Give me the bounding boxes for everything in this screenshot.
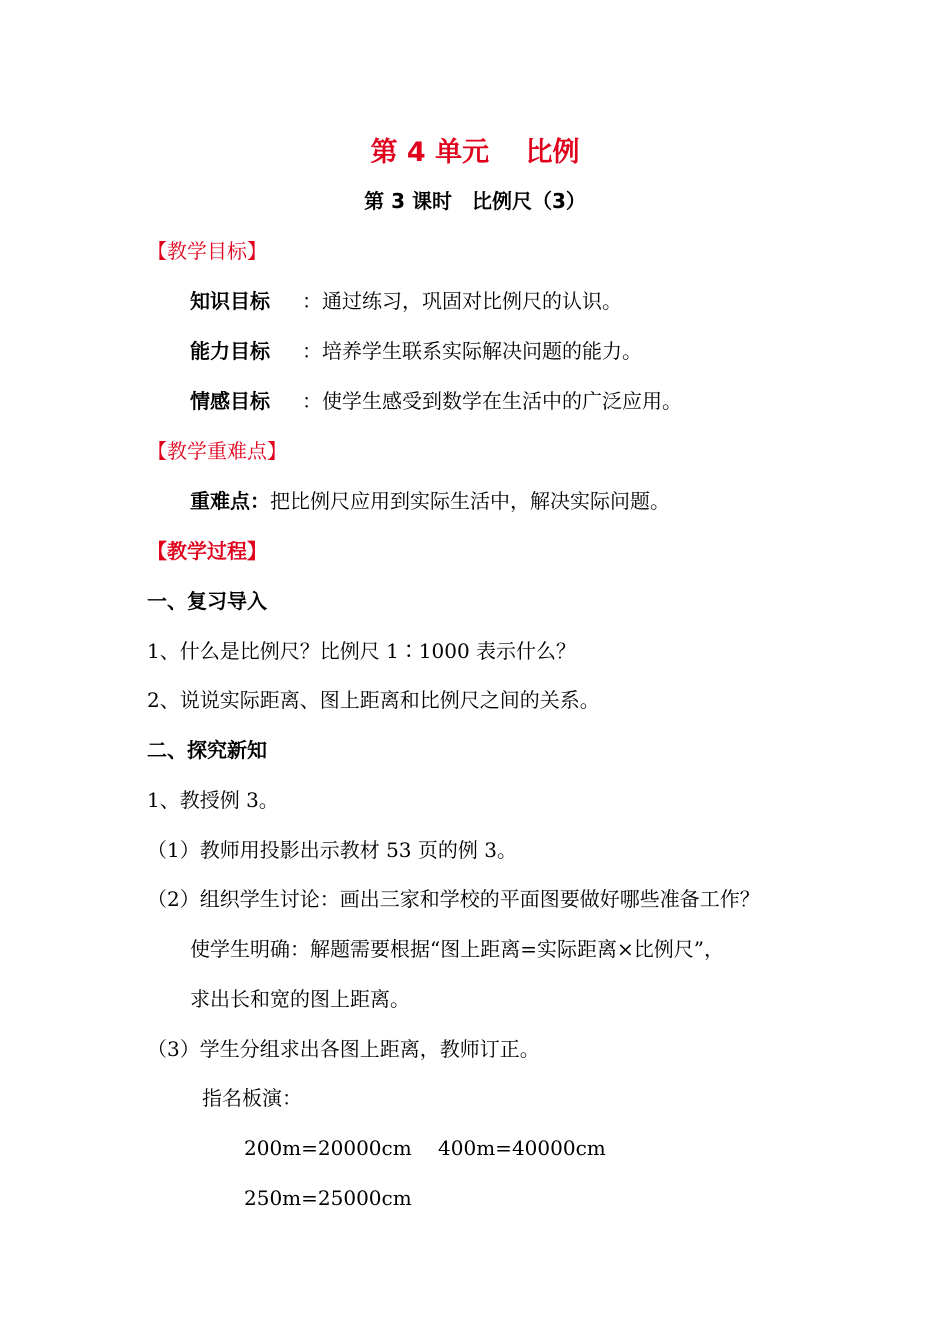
- goal-text: ：通过练习，巩固对比例尺的认识。: [302, 289, 622, 313]
- key-point-text: 把比例尺应用到实际生活中，解决实际问题。: [270, 489, 670, 513]
- step-detail: 求出长和宽的图上距离。: [190, 987, 410, 1011]
- goal-text: ：使学生感受到数学在生活中的广泛应用。: [302, 389, 682, 413]
- board-label: 指名板演：: [202, 1086, 302, 1110]
- section-objectives-heading: 【教学目标】: [147, 239, 267, 263]
- lesson-title: 第 3 课时 比例尺（3）: [364, 189, 586, 213]
- section-key-points-heading: 【教学重难点】: [147, 439, 287, 463]
- part1-heading: 一、复习导入: [147, 589, 267, 613]
- calc-line: 250m=25000cm: [244, 1186, 412, 1210]
- goal-text: ：培养学生联系实际解决问题的能力。: [302, 339, 642, 363]
- part1-item: 1、什么是比例尺？比例尺 1∶1000 表示什么？: [147, 639, 577, 663]
- unit-title: 第 4 单元 比例: [370, 137, 580, 168]
- section-process-heading: 【教学过程】: [147, 539, 267, 563]
- step-item: （3）学生分组求出各图上距离，教师订正。: [147, 1037, 540, 1061]
- part2-heading: 二、探究新知: [147, 738, 267, 762]
- goal-knowledge: [190, 287, 622, 315]
- step-item: （1）教师用投影出示教材 53 页的例 3。: [147, 838, 517, 862]
- goal-label: 情感目标: [190, 389, 270, 413]
- goal-label: 能力目标: [190, 339, 270, 363]
- part1-item: 2、说说实际距离、图上距离和比例尺之间的关系。: [147, 688, 600, 712]
- goal-ability: [190, 337, 642, 365]
- calc-line: 200m=20000cm 400m=40000cm: [244, 1136, 606, 1160]
- key-point: [190, 487, 670, 515]
- part2-item: 1、教授例 3。: [147, 788, 279, 812]
- step-item: （2）组织学生讨论：画出三家和学校的平面图要做好哪些准备工作？: [147, 887, 760, 911]
- goal-emotion: [190, 387, 682, 415]
- key-point-label: 重难点：: [190, 489, 270, 513]
- step-detail: 使学生明确：解题需要根据“图上距离=实际距离×比例尺”，: [190, 937, 724, 961]
- goal-label: 知识目标: [190, 289, 270, 313]
